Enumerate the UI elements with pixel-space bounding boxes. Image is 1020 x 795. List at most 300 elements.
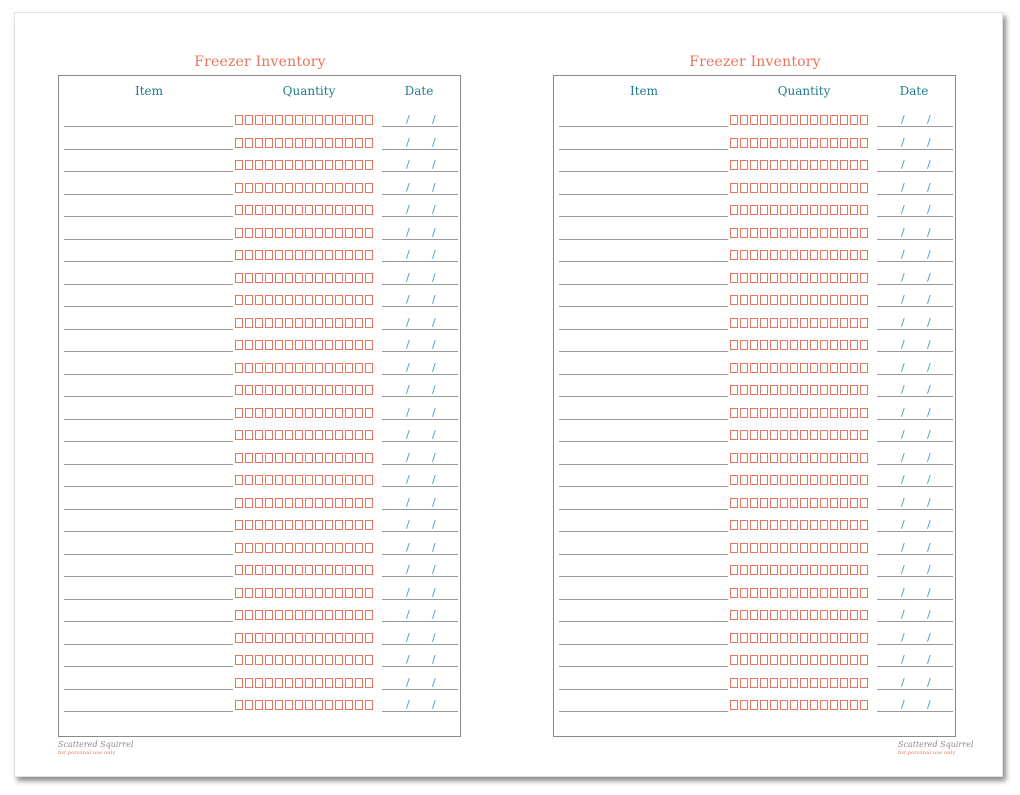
quantity-checkbox[interactable] bbox=[245, 273, 253, 283]
quantity-checkbox[interactable] bbox=[860, 453, 868, 463]
quantity-checkbox[interactable] bbox=[295, 498, 303, 508]
item-write-line[interactable] bbox=[559, 171, 728, 172]
quantity-checkbox[interactable] bbox=[820, 183, 828, 193]
date-write-line[interactable] bbox=[877, 576, 953, 577]
quantity-checkbox[interactable] bbox=[770, 520, 778, 530]
quantity-checkbox[interactable] bbox=[295, 588, 303, 598]
quantity-checkbox[interactable] bbox=[275, 453, 283, 463]
quantity-checkbox[interactable] bbox=[850, 633, 858, 643]
quantity-checkbox[interactable] bbox=[730, 543, 738, 553]
quantity-checkbox[interactable] bbox=[235, 205, 243, 215]
quantity-checkbox[interactable] bbox=[820, 228, 828, 238]
quantity-checkbox[interactable] bbox=[345, 678, 353, 688]
quantity-checkbox[interactable] bbox=[335, 340, 343, 350]
quantity-checkbox[interactable] bbox=[820, 678, 828, 688]
quantity-checkbox[interactable] bbox=[295, 678, 303, 688]
quantity-checkbox[interactable] bbox=[275, 408, 283, 418]
quantity-checkbox[interactable] bbox=[285, 655, 293, 665]
quantity-checkbox[interactable] bbox=[295, 543, 303, 553]
quantity-checkbox[interactable] bbox=[365, 408, 373, 418]
quantity-checkbox[interactable] bbox=[325, 430, 333, 440]
quantity-checkbox[interactable] bbox=[275, 678, 283, 688]
quantity-checkbox[interactable] bbox=[305, 498, 313, 508]
quantity-checkbox[interactable] bbox=[770, 565, 778, 575]
quantity-checkbox[interactable] bbox=[740, 565, 748, 575]
quantity-checkbox[interactable] bbox=[820, 453, 828, 463]
quantity-checkbox[interactable] bbox=[760, 250, 768, 260]
quantity-checkbox[interactable] bbox=[335, 363, 343, 373]
quantity-checkbox[interactable] bbox=[760, 430, 768, 440]
quantity-checkbox[interactable] bbox=[840, 633, 848, 643]
quantity-checkbox[interactable] bbox=[780, 138, 788, 148]
item-write-line[interactable] bbox=[559, 599, 728, 600]
quantity-checkbox[interactable] bbox=[780, 183, 788, 193]
quantity-checkbox[interactable] bbox=[355, 655, 363, 665]
quantity-checkbox[interactable] bbox=[245, 408, 253, 418]
quantity-checkbox[interactable] bbox=[235, 385, 243, 395]
quantity-checkbox[interactable] bbox=[245, 138, 253, 148]
quantity-checkbox[interactable] bbox=[860, 273, 868, 283]
date-write-line[interactable] bbox=[877, 419, 953, 420]
quantity-checkbox[interactable] bbox=[365, 678, 373, 688]
quantity-checkbox[interactable] bbox=[740, 340, 748, 350]
quantity-checkbox[interactable] bbox=[245, 363, 253, 373]
quantity-checkbox[interactable] bbox=[245, 183, 253, 193]
quantity-checkbox[interactable] bbox=[285, 295, 293, 305]
quantity-checkbox[interactable] bbox=[820, 520, 828, 530]
quantity-checkbox[interactable] bbox=[740, 408, 748, 418]
quantity-checkbox[interactable] bbox=[830, 273, 838, 283]
quantity-checkbox[interactable] bbox=[740, 588, 748, 598]
quantity-checkbox[interactable] bbox=[265, 610, 273, 620]
quantity-checkbox[interactable] bbox=[275, 565, 283, 575]
quantity-checkbox[interactable] bbox=[740, 228, 748, 238]
quantity-checkbox[interactable] bbox=[335, 250, 343, 260]
quantity-checkbox[interactable] bbox=[800, 115, 808, 125]
quantity-checkbox[interactable] bbox=[275, 498, 283, 508]
quantity-checkbox[interactable] bbox=[305, 250, 313, 260]
date-write-line[interactable] bbox=[382, 644, 458, 645]
quantity-checkbox[interactable] bbox=[255, 633, 263, 643]
quantity-checkbox[interactable] bbox=[760, 520, 768, 530]
quantity-checkbox[interactable] bbox=[325, 475, 333, 485]
quantity-checkbox[interactable] bbox=[265, 385, 273, 395]
quantity-checkbox[interactable] bbox=[810, 205, 818, 215]
quantity-checkbox[interactable] bbox=[760, 475, 768, 485]
quantity-checkbox[interactable] bbox=[730, 250, 738, 260]
quantity-checkbox[interactable] bbox=[790, 363, 798, 373]
quantity-checkbox[interactable] bbox=[790, 385, 798, 395]
quantity-checkbox[interactable] bbox=[730, 475, 738, 485]
quantity-checkbox[interactable] bbox=[255, 565, 263, 575]
quantity-checkbox[interactable] bbox=[295, 430, 303, 440]
quantity-checkbox[interactable] bbox=[730, 138, 738, 148]
quantity-checkbox[interactable] bbox=[850, 340, 858, 350]
quantity-checkbox[interactable] bbox=[315, 565, 323, 575]
quantity-checkbox[interactable] bbox=[275, 273, 283, 283]
quantity-checkbox[interactable] bbox=[820, 475, 828, 485]
quantity-checkbox[interactable] bbox=[305, 543, 313, 553]
quantity-checkbox[interactable] bbox=[255, 678, 263, 688]
quantity-checkbox[interactable] bbox=[255, 205, 263, 215]
quantity-checkbox[interactable] bbox=[830, 160, 838, 170]
quantity-checkbox[interactable] bbox=[800, 318, 808, 328]
quantity-checkbox[interactable] bbox=[860, 183, 868, 193]
quantity-checkbox[interactable] bbox=[325, 408, 333, 418]
quantity-checkbox[interactable] bbox=[740, 678, 748, 688]
quantity-checkbox[interactable] bbox=[305, 655, 313, 665]
quantity-checkbox[interactable] bbox=[235, 250, 243, 260]
quantity-checkbox[interactable] bbox=[335, 385, 343, 395]
item-write-line[interactable] bbox=[559, 576, 728, 577]
item-write-line[interactable] bbox=[64, 374, 233, 375]
quantity-checkbox[interactable] bbox=[860, 115, 868, 125]
date-write-line[interactable] bbox=[877, 621, 953, 622]
quantity-checkbox[interactable] bbox=[305, 520, 313, 530]
quantity-checkbox[interactable] bbox=[345, 295, 353, 305]
quantity-checkbox[interactable] bbox=[335, 475, 343, 485]
quantity-checkbox[interactable] bbox=[820, 588, 828, 598]
item-write-line[interactable] bbox=[559, 644, 728, 645]
quantity-checkbox[interactable] bbox=[840, 160, 848, 170]
quantity-checkbox[interactable] bbox=[840, 655, 848, 665]
item-write-line[interactable] bbox=[559, 374, 728, 375]
quantity-checkbox[interactable] bbox=[365, 453, 373, 463]
date-write-line[interactable] bbox=[877, 351, 953, 352]
item-write-line[interactable] bbox=[559, 284, 728, 285]
quantity-checkbox[interactable] bbox=[790, 138, 798, 148]
quantity-checkbox[interactable] bbox=[305, 228, 313, 238]
date-write-line[interactable] bbox=[382, 306, 458, 307]
quantity-checkbox[interactable] bbox=[275, 318, 283, 328]
quantity-checkbox[interactable] bbox=[780, 160, 788, 170]
quantity-checkbox[interactable] bbox=[780, 543, 788, 553]
quantity-checkbox[interactable] bbox=[820, 160, 828, 170]
quantity-checkbox[interactable] bbox=[810, 610, 818, 620]
quantity-checkbox[interactable] bbox=[860, 498, 868, 508]
quantity-checkbox[interactable] bbox=[325, 678, 333, 688]
quantity-checkbox[interactable] bbox=[255, 655, 263, 665]
quantity-checkbox[interactable] bbox=[730, 273, 738, 283]
quantity-checkbox[interactable] bbox=[245, 678, 253, 688]
quantity-checkbox[interactable] bbox=[265, 340, 273, 350]
quantity-checkbox[interactable] bbox=[355, 115, 363, 125]
quantity-checkbox[interactable] bbox=[305, 183, 313, 193]
quantity-checkbox[interactable] bbox=[275, 610, 283, 620]
quantity-checkbox[interactable] bbox=[365, 183, 373, 193]
quantity-checkbox[interactable] bbox=[820, 363, 828, 373]
quantity-checkbox[interactable] bbox=[285, 588, 293, 598]
quantity-checkbox[interactable] bbox=[760, 205, 768, 215]
quantity-checkbox[interactable] bbox=[245, 610, 253, 620]
quantity-checkbox[interactable] bbox=[750, 678, 758, 688]
quantity-checkbox[interactable] bbox=[265, 138, 273, 148]
quantity-checkbox[interactable] bbox=[820, 543, 828, 553]
quantity-checkbox[interactable] bbox=[830, 498, 838, 508]
quantity-checkbox[interactable] bbox=[325, 183, 333, 193]
quantity-checkbox[interactable] bbox=[800, 385, 808, 395]
item-write-line[interactable] bbox=[64, 194, 233, 195]
quantity-checkbox[interactable] bbox=[830, 205, 838, 215]
quantity-checkbox[interactable] bbox=[365, 498, 373, 508]
date-write-line[interactable] bbox=[877, 554, 953, 555]
quantity-checkbox[interactable] bbox=[830, 633, 838, 643]
quantity-checkbox[interactable] bbox=[245, 385, 253, 395]
quantity-checkbox[interactable] bbox=[750, 588, 758, 598]
quantity-checkbox[interactable] bbox=[790, 565, 798, 575]
quantity-checkbox[interactable] bbox=[305, 610, 313, 620]
quantity-checkbox[interactable] bbox=[750, 610, 758, 620]
quantity-checkbox[interactable] bbox=[235, 700, 243, 710]
quantity-checkbox[interactable] bbox=[315, 160, 323, 170]
quantity-checkbox[interactable] bbox=[830, 340, 838, 350]
date-write-line[interactable] bbox=[877, 464, 953, 465]
quantity-checkbox[interactable] bbox=[770, 363, 778, 373]
quantity-checkbox[interactable] bbox=[355, 363, 363, 373]
quantity-checkbox[interactable] bbox=[305, 318, 313, 328]
quantity-checkbox[interactable] bbox=[315, 408, 323, 418]
date-write-line[interactable] bbox=[382, 464, 458, 465]
quantity-checkbox[interactable] bbox=[730, 610, 738, 620]
quantity-checkbox[interactable] bbox=[770, 453, 778, 463]
quantity-checkbox[interactable] bbox=[305, 273, 313, 283]
quantity-checkbox[interactable] bbox=[295, 318, 303, 328]
quantity-checkbox[interactable] bbox=[750, 520, 758, 530]
quantity-checkbox[interactable] bbox=[820, 250, 828, 260]
quantity-checkbox[interactable] bbox=[790, 678, 798, 688]
quantity-checkbox[interactable] bbox=[355, 700, 363, 710]
quantity-checkbox[interactable] bbox=[285, 543, 293, 553]
quantity-checkbox[interactable] bbox=[860, 475, 868, 485]
quantity-checkbox[interactable] bbox=[365, 273, 373, 283]
quantity-checkbox[interactable] bbox=[335, 520, 343, 530]
quantity-checkbox[interactable] bbox=[730, 655, 738, 665]
date-write-line[interactable] bbox=[877, 599, 953, 600]
item-write-line[interactable] bbox=[64, 599, 233, 600]
quantity-checkbox[interactable] bbox=[770, 678, 778, 688]
quantity-checkbox[interactable] bbox=[245, 295, 253, 305]
quantity-checkbox[interactable] bbox=[255, 498, 263, 508]
quantity-checkbox[interactable] bbox=[760, 115, 768, 125]
quantity-checkbox[interactable] bbox=[265, 543, 273, 553]
quantity-checkbox[interactable] bbox=[325, 610, 333, 620]
quantity-checkbox[interactable] bbox=[235, 273, 243, 283]
quantity-checkbox[interactable] bbox=[860, 205, 868, 215]
item-write-line[interactable] bbox=[559, 351, 728, 352]
quantity-checkbox[interactable] bbox=[285, 228, 293, 238]
quantity-checkbox[interactable] bbox=[335, 700, 343, 710]
date-write-line[interactable] bbox=[382, 486, 458, 487]
quantity-checkbox[interactable] bbox=[285, 475, 293, 485]
quantity-checkbox[interactable] bbox=[800, 430, 808, 440]
quantity-checkbox[interactable] bbox=[800, 363, 808, 373]
quantity-checkbox[interactable] bbox=[850, 655, 858, 665]
quantity-checkbox[interactable] bbox=[840, 430, 848, 440]
quantity-checkbox[interactable] bbox=[365, 228, 373, 238]
quantity-checkbox[interactable] bbox=[305, 453, 313, 463]
quantity-checkbox[interactable] bbox=[820, 138, 828, 148]
quantity-checkbox[interactable] bbox=[235, 655, 243, 665]
quantity-checkbox[interactable] bbox=[730, 115, 738, 125]
quantity-checkbox[interactable] bbox=[235, 363, 243, 373]
quantity-checkbox[interactable] bbox=[860, 543, 868, 553]
quantity-checkbox[interactable] bbox=[305, 408, 313, 418]
quantity-checkbox[interactable] bbox=[750, 250, 758, 260]
quantity-checkbox[interactable] bbox=[255, 610, 263, 620]
item-write-line[interactable] bbox=[559, 621, 728, 622]
quantity-checkbox[interactable] bbox=[245, 430, 253, 440]
quantity-checkbox[interactable] bbox=[760, 408, 768, 418]
quantity-checkbox[interactable] bbox=[740, 610, 748, 620]
quantity-checkbox[interactable] bbox=[285, 273, 293, 283]
quantity-checkbox[interactable] bbox=[265, 453, 273, 463]
item-write-line[interactable] bbox=[64, 711, 233, 712]
quantity-checkbox[interactable] bbox=[335, 295, 343, 305]
quantity-checkbox[interactable] bbox=[325, 273, 333, 283]
quantity-checkbox[interactable] bbox=[235, 430, 243, 440]
quantity-checkbox[interactable] bbox=[770, 408, 778, 418]
quantity-checkbox[interactable] bbox=[750, 633, 758, 643]
item-write-line[interactable] bbox=[64, 644, 233, 645]
quantity-checkbox[interactable] bbox=[295, 205, 303, 215]
quantity-checkbox[interactable] bbox=[235, 610, 243, 620]
quantity-checkbox[interactable] bbox=[860, 228, 868, 238]
quantity-checkbox[interactable] bbox=[770, 273, 778, 283]
quantity-checkbox[interactable] bbox=[730, 430, 738, 440]
quantity-checkbox[interactable] bbox=[850, 588, 858, 598]
quantity-checkbox[interactable] bbox=[840, 205, 848, 215]
quantity-checkbox[interactable] bbox=[305, 138, 313, 148]
quantity-checkbox[interactable] bbox=[285, 610, 293, 620]
quantity-checkbox[interactable] bbox=[810, 430, 818, 440]
item-write-line[interactable] bbox=[64, 261, 233, 262]
quantity-checkbox[interactable] bbox=[365, 295, 373, 305]
quantity-checkbox[interactable] bbox=[235, 295, 243, 305]
quantity-checkbox[interactable] bbox=[780, 385, 788, 395]
quantity-checkbox[interactable] bbox=[810, 588, 818, 598]
quantity-checkbox[interactable] bbox=[295, 520, 303, 530]
quantity-checkbox[interactable] bbox=[315, 453, 323, 463]
quantity-checkbox[interactable] bbox=[255, 543, 263, 553]
quantity-checkbox[interactable] bbox=[740, 250, 748, 260]
date-write-line[interactable] bbox=[877, 149, 953, 150]
quantity-checkbox[interactable] bbox=[740, 430, 748, 440]
quantity-checkbox[interactable] bbox=[820, 295, 828, 305]
quantity-checkbox[interactable] bbox=[355, 138, 363, 148]
quantity-checkbox[interactable] bbox=[365, 475, 373, 485]
quantity-checkbox[interactable] bbox=[820, 408, 828, 418]
quantity-checkbox[interactable] bbox=[840, 340, 848, 350]
quantity-checkbox[interactable] bbox=[245, 520, 253, 530]
quantity-checkbox[interactable] bbox=[315, 205, 323, 215]
quantity-checkbox[interactable] bbox=[800, 250, 808, 260]
quantity-checkbox[interactable] bbox=[780, 115, 788, 125]
quantity-checkbox[interactable] bbox=[285, 408, 293, 418]
quantity-checkbox[interactable] bbox=[245, 160, 253, 170]
quantity-checkbox[interactable] bbox=[800, 678, 808, 688]
date-write-line[interactable] bbox=[382, 666, 458, 667]
item-write-line[interactable] bbox=[559, 126, 728, 127]
quantity-checkbox[interactable] bbox=[365, 430, 373, 440]
date-write-line[interactable] bbox=[382, 239, 458, 240]
quantity-checkbox[interactable] bbox=[365, 250, 373, 260]
quantity-checkbox[interactable] bbox=[335, 408, 343, 418]
quantity-checkbox[interactable] bbox=[245, 655, 253, 665]
quantity-checkbox[interactable] bbox=[780, 520, 788, 530]
quantity-checkbox[interactable] bbox=[810, 633, 818, 643]
quantity-checkbox[interactable] bbox=[345, 160, 353, 170]
quantity-checkbox[interactable] bbox=[810, 138, 818, 148]
item-write-line[interactable] bbox=[559, 149, 728, 150]
quantity-checkbox[interactable] bbox=[770, 115, 778, 125]
quantity-checkbox[interactable] bbox=[750, 408, 758, 418]
quantity-checkbox[interactable] bbox=[840, 700, 848, 710]
quantity-checkbox[interactable] bbox=[730, 205, 738, 215]
quantity-checkbox[interactable] bbox=[850, 543, 858, 553]
quantity-checkbox[interactable] bbox=[325, 498, 333, 508]
quantity-checkbox[interactable] bbox=[740, 183, 748, 193]
quantity-checkbox[interactable] bbox=[305, 385, 313, 395]
quantity-checkbox[interactable] bbox=[750, 430, 758, 440]
quantity-checkbox[interactable] bbox=[760, 633, 768, 643]
quantity-checkbox[interactable] bbox=[365, 655, 373, 665]
item-write-line[interactable] bbox=[559, 486, 728, 487]
quantity-checkbox[interactable] bbox=[315, 678, 323, 688]
quantity-checkbox[interactable] bbox=[255, 408, 263, 418]
quantity-checkbox[interactable] bbox=[810, 520, 818, 530]
quantity-checkbox[interactable] bbox=[325, 318, 333, 328]
quantity-checkbox[interactable] bbox=[265, 588, 273, 598]
quantity-checkbox[interactable] bbox=[245, 633, 253, 643]
quantity-checkbox[interactable] bbox=[345, 543, 353, 553]
quantity-checkbox[interactable] bbox=[365, 610, 373, 620]
quantity-checkbox[interactable] bbox=[790, 498, 798, 508]
quantity-checkbox[interactable] bbox=[770, 340, 778, 350]
quantity-checkbox[interactable] bbox=[235, 318, 243, 328]
quantity-checkbox[interactable] bbox=[295, 160, 303, 170]
quantity-checkbox[interactable] bbox=[860, 700, 868, 710]
quantity-checkbox[interactable] bbox=[820, 700, 828, 710]
quantity-checkbox[interactable] bbox=[275, 340, 283, 350]
quantity-checkbox[interactable] bbox=[295, 385, 303, 395]
quantity-checkbox[interactable] bbox=[730, 498, 738, 508]
quantity-checkbox[interactable] bbox=[850, 498, 858, 508]
quantity-checkbox[interactable] bbox=[275, 520, 283, 530]
quantity-checkbox[interactable] bbox=[265, 633, 273, 643]
quantity-checkbox[interactable] bbox=[265, 678, 273, 688]
item-write-line[interactable] bbox=[559, 441, 728, 442]
quantity-checkbox[interactable] bbox=[315, 318, 323, 328]
quantity-checkbox[interactable] bbox=[830, 610, 838, 620]
quantity-checkbox[interactable] bbox=[830, 655, 838, 665]
quantity-checkbox[interactable] bbox=[810, 408, 818, 418]
quantity-checkbox[interactable] bbox=[830, 475, 838, 485]
quantity-checkbox[interactable] bbox=[740, 453, 748, 463]
quantity-checkbox[interactable] bbox=[770, 205, 778, 215]
quantity-checkbox[interactable] bbox=[850, 183, 858, 193]
item-write-line[interactable] bbox=[559, 464, 728, 465]
quantity-checkbox[interactable] bbox=[355, 543, 363, 553]
quantity-checkbox[interactable] bbox=[355, 340, 363, 350]
date-write-line[interactable] bbox=[877, 194, 953, 195]
quantity-checkbox[interactable] bbox=[740, 498, 748, 508]
quantity-checkbox[interactable] bbox=[285, 205, 293, 215]
quantity-checkbox[interactable] bbox=[760, 340, 768, 350]
quantity-checkbox[interactable] bbox=[335, 588, 343, 598]
quantity-checkbox[interactable] bbox=[860, 633, 868, 643]
item-write-line[interactable] bbox=[64, 509, 233, 510]
quantity-checkbox[interactable] bbox=[770, 430, 778, 440]
